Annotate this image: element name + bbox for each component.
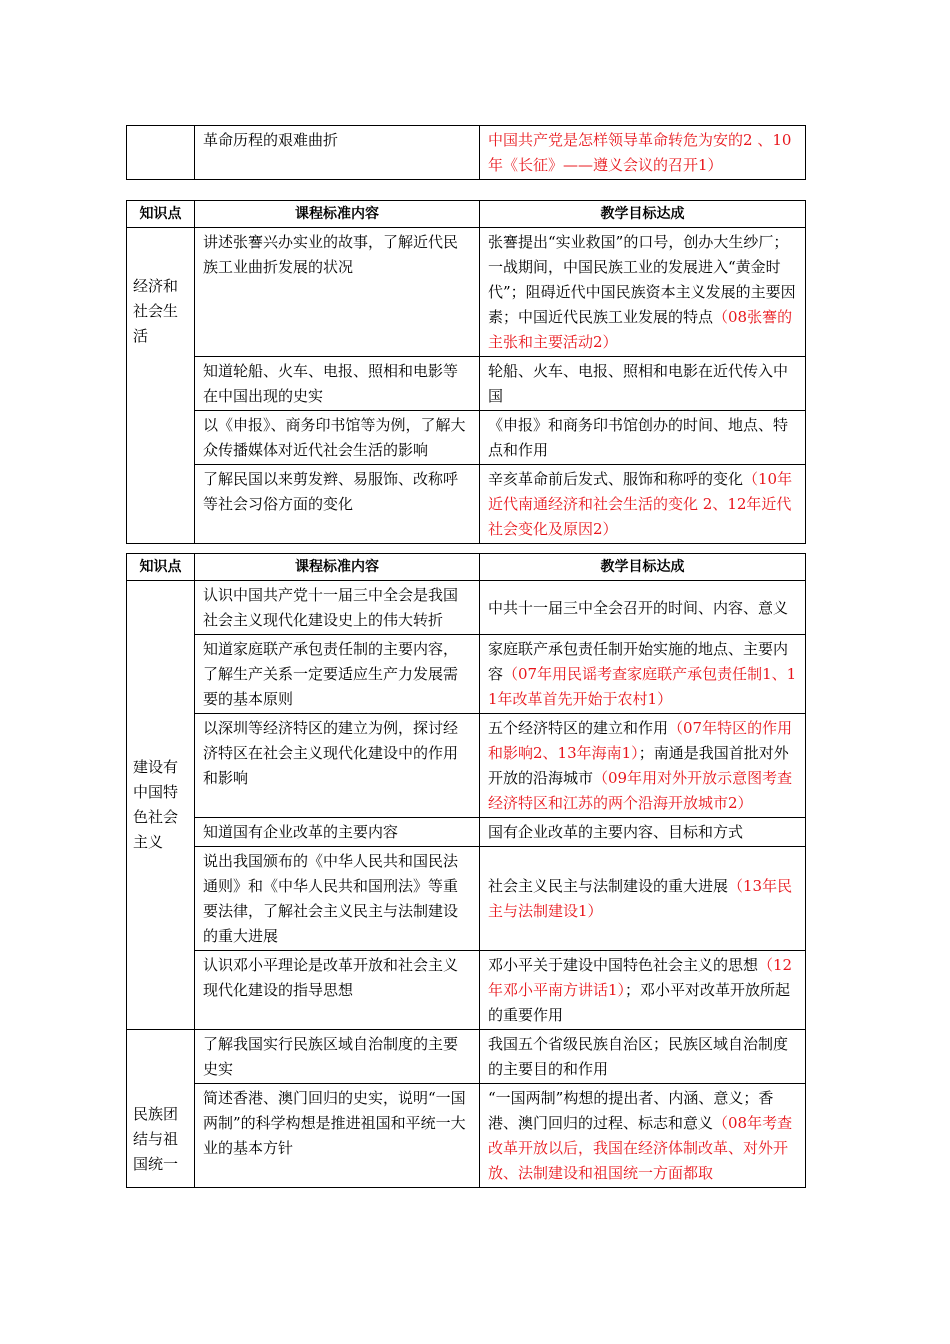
header-topic: 知识点	[127, 201, 195, 228]
goal-text: 邓小平关于建设中国特色社会主义的思想	[488, 956, 759, 974]
table-row	[127, 635, 806, 714]
goal-text: ；南通是我国首批对外开放的沿海城市	[488, 744, 789, 787]
goal-cell	[480, 951, 806, 1030]
table-header-row	[127, 554, 806, 581]
table-row	[127, 714, 806, 818]
standard-cell: 以深圳等经济特区的建立为例，探讨经济特区在社会主义现代化建设中的作用和影响	[195, 714, 480, 818]
exam-note: （12年邓小平南方讲话1）	[488, 956, 793, 999]
goal-cell: 我国五个省级民族自治区；民族区域自治制度的主要目的和作用	[480, 1030, 806, 1084]
table-row	[127, 357, 806, 411]
exam-note: （07年特区的作用和影响2、13年海南1）	[488, 719, 793, 762]
table-row	[127, 818, 806, 847]
topic-cell: 民族团结与祖国统一	[127, 1030, 195, 1188]
goal-text: 社会主义民主与法制建设的重大进展	[488, 877, 729, 895]
goal-cell: 国有企业改革的主要内容、目标和方式	[480, 818, 806, 847]
standard-cell: 认识中国共产党十一届三中全会是我国社会主义现代化建设史上的伟大转折	[195, 581, 480, 635]
table-socialism-unity	[126, 553, 806, 1188]
goal-cell: 轮船、火车、电报、照相和电影在近代传入中国	[480, 357, 806, 411]
header-standard: 课程标准内容	[195, 554, 480, 581]
standard-cell: 知道家庭联产承包责任制的主要内容，了解生产关系一定要适应生产力发展需要的基本原则	[195, 635, 480, 714]
header-goal: 教学目标达成	[480, 554, 806, 581]
topic-cell: 经济和社会生活	[127, 228, 195, 544]
standard-cell: 简述香港、澳门回归的史实，说明“一国两制”的科学构想是推进祖国和平统一大业的基本方针	[195, 1084, 480, 1188]
standard-cell: 讲述张謇兴办实业的故事，了解近代民族工业曲折发展的状况	[195, 228, 480, 357]
goal-text: 辛亥革命前后发式、服饰和称呼的变化	[488, 470, 744, 488]
goal-cell	[480, 1084, 806, 1188]
standard-cell: 了解我国实行民族区域自治制度的主要史实	[195, 1030, 480, 1084]
standard-cell: 说出我国颁布的《中华人民共和国民法通则》和《中华人民共和国刑法》等重要法律，了解社会主义民主与法制建设的重大进展	[195, 847, 480, 951]
topic-cell: 建设有中国特色社会主义	[127, 581, 195, 1030]
table-row	[127, 951, 806, 1030]
exam-note: （08张謇的主张和主要活动2）	[488, 308, 793, 351]
standard-cell: 革命历程的艰难曲折	[195, 126, 480, 180]
table-row	[127, 465, 806, 544]
table-row	[127, 581, 806, 635]
topic-cell	[127, 126, 195, 180]
table-row	[127, 228, 806, 357]
standard-cell: 了解民国以来剪发辫、易服饰、改称呼等社会习俗方面的变化	[195, 465, 480, 544]
goal-text: 五个经济特区的建立和作用	[488, 719, 669, 737]
goal-text: 张謇提出“实业救国”的口号，创办大生纱厂；一战期间，中国民族工业的发展进入“黄金时代”；阻碍近代中国民族资本主义发展的主要因素；中国近代民族工业发展的特点	[488, 233, 796, 326]
header-standard: 课程标准内容	[195, 201, 480, 228]
goal-cell	[480, 465, 806, 544]
header-goal: 教学目标达成	[480, 201, 806, 228]
goal-text: 家庭联产承包责任制开始实施的地点、主要内容	[488, 640, 789, 683]
table-row	[127, 411, 806, 465]
goal-cell: 中国共产党是怎样领导革命转危为安的2 、10年《长征》——遵义会议的召开1）	[480, 126, 806, 180]
table-row	[127, 847, 806, 951]
header-topic: 知识点	[127, 554, 195, 581]
table-row	[127, 126, 806, 180]
standard-cell: 认识邓小平理论是改革开放和社会主义现代化建设的指导思想	[195, 951, 480, 1030]
exam-note: （09年用对外开放示意图考查经济特区和江苏的两个沿海开放城市2）	[488, 769, 793, 812]
table-row	[127, 1030, 806, 1084]
goal-cell: 中共十一届三中全会召开的时间、内容、意义	[480, 581, 806, 635]
exam-note: （13年民主与法制建设1）	[488, 877, 793, 920]
goal-cell	[480, 714, 806, 818]
exam-note: （08年考查改革开放以后，我国在经济体制改革、对外开放、法制建设和祖国统一方面都取	[488, 1114, 793, 1182]
table-header-row	[127, 201, 806, 228]
goal-cell	[480, 635, 806, 714]
goal-text: “一国两制”构想的提出者、内涵、意义；香港、澳门回归的过程、标志和意义	[488, 1089, 774, 1132]
exam-note: （07年用民谣考查家庭联产承包责任制1、11年改革首先开始于农村1）	[488, 665, 797, 708]
exam-note: （10年近代南通经济和社会生活的变化 2、12年近代社会变化及原因2）	[488, 470, 793, 538]
goal-text: ；邓小平对改革开放所起的重要作用	[488, 981, 791, 1024]
table-continuation	[126, 125, 806, 180]
table-row	[127, 1084, 806, 1188]
goal-cell	[480, 847, 806, 951]
goal-cell	[480, 228, 806, 357]
table-economy-society	[126, 200, 806, 544]
standard-cell: 知道国有企业改革的主要内容	[195, 818, 480, 847]
goal-cell: 《申报》和商务印书馆创办的时间、地点、特点和作用	[480, 411, 806, 465]
standard-cell: 知道轮船、火车、电报、照相和电影等在中国出现的史实	[195, 357, 480, 411]
standard-cell: 以《申报》、商务印书馆等为例，了解大众传播媒体对近代社会生活的影响	[195, 411, 480, 465]
